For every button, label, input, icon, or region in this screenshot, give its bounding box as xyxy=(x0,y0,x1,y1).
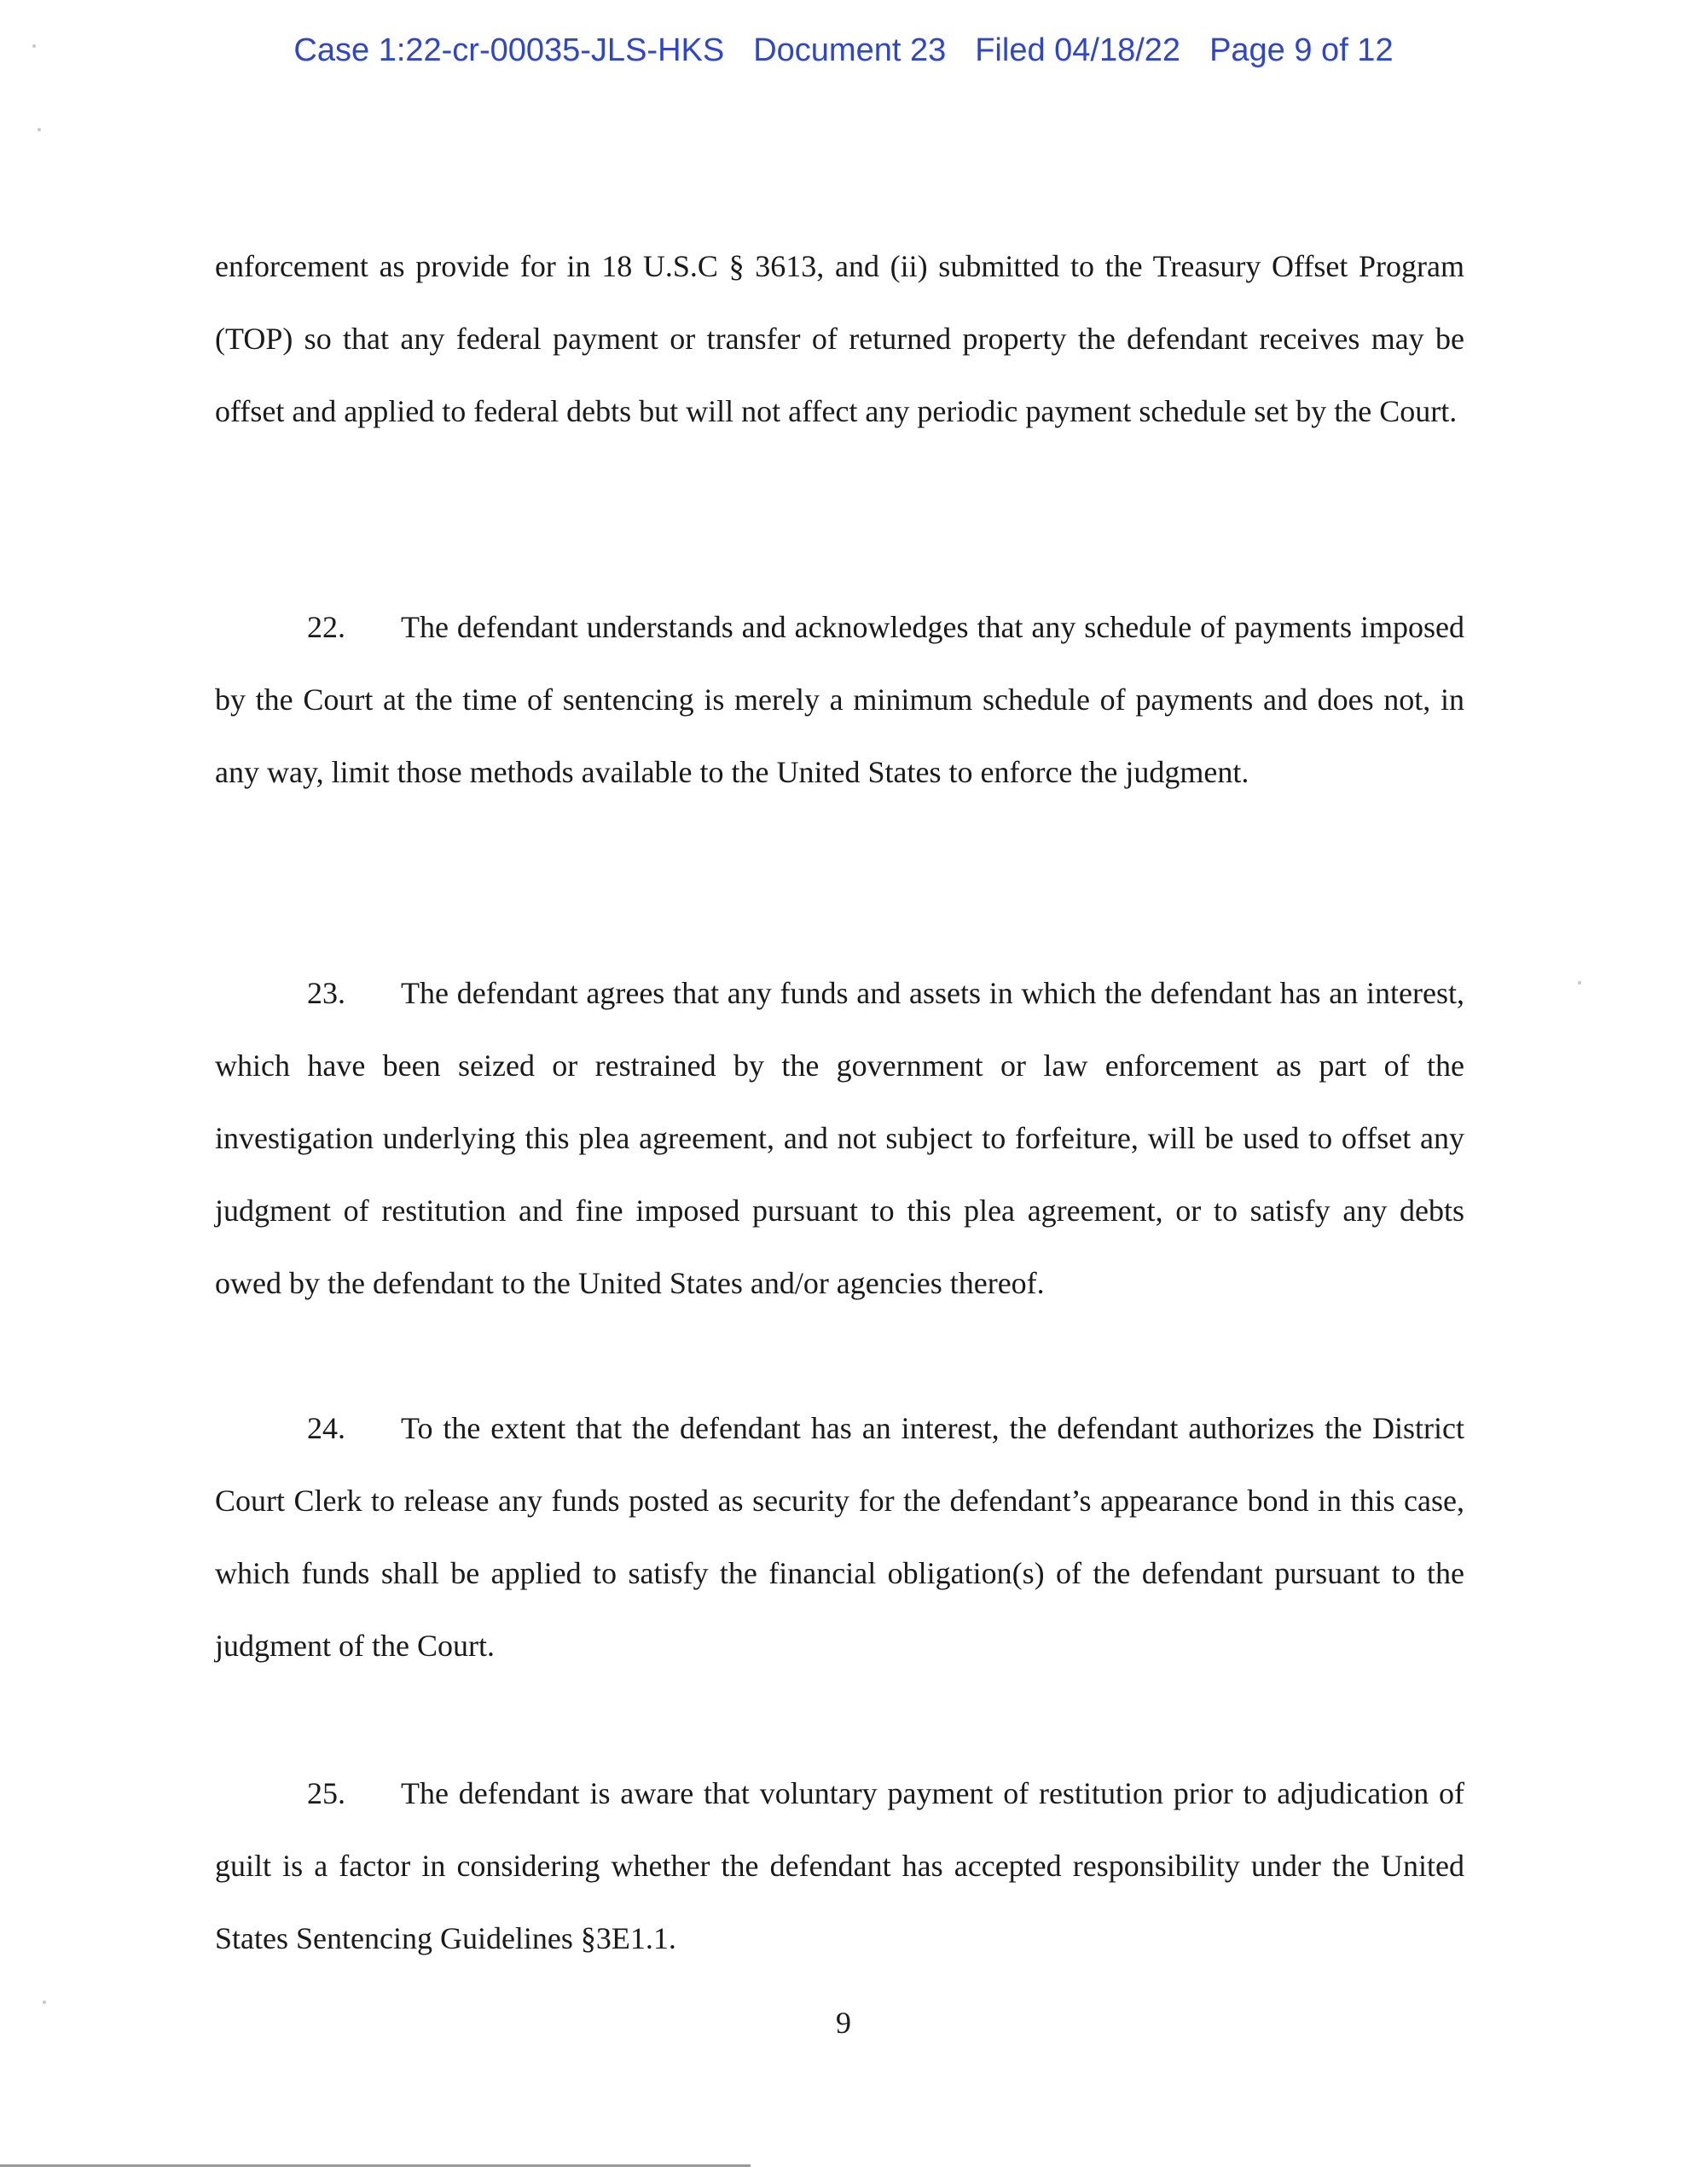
paragraph-text: enforcement as provide for in 18 U.S.C § 3613, and (ii) submitted to the Treasury Offset Program (TOP) so that any federal payment or transfer of returned property the defendant receives may be offset and applied to federal debts but will not affect any periodic payment schedule set by the Court. xyxy=(215,249,1464,428)
paragraph-number: 22. xyxy=(307,610,345,644)
page-of-pages: Page 9 of 12 xyxy=(1209,32,1394,68)
scan-speck xyxy=(38,128,41,131)
paragraph-number: 23. xyxy=(307,976,345,1010)
page-number: 9 xyxy=(836,2006,851,2040)
scan-speck xyxy=(43,2001,46,2004)
paragraph-text: The defendant understands and acknowledges that any schedule of payments imposed by the Court at the time of sentencing is merely a minimum schedule of payments and does not, in any way, limit those methods available to the United States to enforce the judgment. xyxy=(215,610,1464,789)
paragraph-continuation xyxy=(215,230,1464,448)
paragraph-number: 24. xyxy=(307,1411,345,1445)
ecf-header-stamp xyxy=(0,32,1687,69)
scan-edge-line xyxy=(0,2164,751,2167)
case-number: Case 1:22-cr-00035-JLS-HKS xyxy=(293,32,725,68)
paragraph-text: To the extent that the defendant has an interest, the defendant authorizes the District Court Clerk to release any funds posted as security for the defendant’s appearance bond in this case, which funds shall be applied to satisfy the financial obligation(s) of the defendant pursuant to the judgment of the Court. xyxy=(215,1411,1464,1663)
paragraph-number: 25. xyxy=(307,1776,345,1810)
scan-speck xyxy=(32,44,36,48)
paragraph-text: The defendant is aware that voluntary payment of restitution prior to adjudication of guilt is a factor in considering whether the defendant has accepted responsibility under the United States Sentencing Guidelines §3E1.1. xyxy=(215,1776,1464,1955)
scan-speck xyxy=(1578,981,1581,985)
filed-date: Filed 04/18/22 xyxy=(975,32,1181,68)
paragraph-25 xyxy=(215,1757,1464,1975)
paragraph-23 xyxy=(215,957,1464,1320)
paragraph-text: The defendant agrees that any funds and assets in which the defendant has an interest, which have been seized or restrained by the government or law enforcement as part of the investigation underlying this plea agreement, and not subject to forfeiture, will be used to offset any judgment of restitution and fine imposed pursuant to this plea agreement, or to satisfy any debts owed by the defendant to the United States and/or agencies thereof. xyxy=(215,976,1464,1300)
paragraph-24 xyxy=(215,1392,1464,1682)
paragraph-22 xyxy=(215,591,1464,809)
document-number: Document 23 xyxy=(753,32,947,68)
